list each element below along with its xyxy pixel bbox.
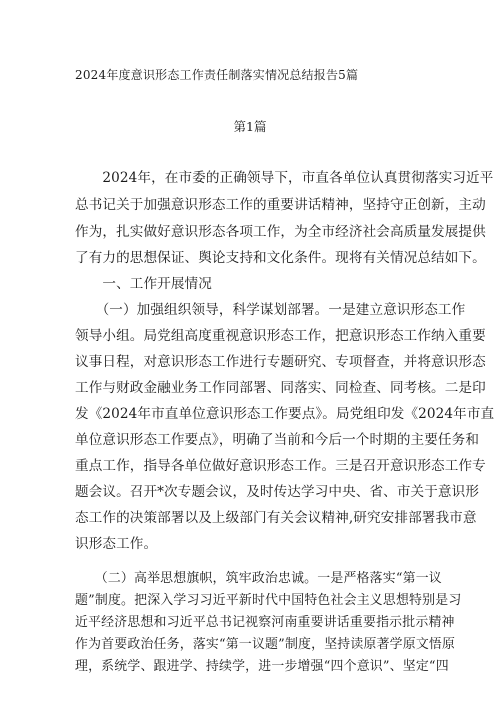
paragraph-line: 单位意识形态工作要点》，明确了当前和今后一个时期的主要任务和 — [75, 432, 480, 448]
paragraph-line: 重点工作，指导各单位做好意识形态工作。三是召开意识形态工作专 — [75, 458, 486, 474]
paragraph-line: （二）高举思想旗帜，筑牢政治忠诚。一是严格落实“第一议 — [75, 571, 442, 586]
paragraph-line: 发《2024年市直单位意识形态工作要点》。局党组印发《2024年市直 — [75, 406, 495, 422]
paragraph-line: 题会议。召开*次专题会议，及时传达学习中央、省、市关于意识形 — [75, 484, 480, 500]
section-heading: 一、工作开展情况 — [75, 276, 212, 292]
paragraph-line: 作为首要政治任务，落实“第一议题”制度，坚持读原著学原文悟原 — [75, 637, 456, 652]
paragraph-line: 识形态工作。 — [75, 536, 158, 552]
paragraph-line: 态工作的决策部署以及上级部门有关会议精神,研究安排部署我市意 — [75, 510, 477, 526]
paragraph-line: 作为，扎实做好意识形态各项工作，为全市经济社会高质量发展提供 — [75, 224, 486, 240]
document-title: 2024年度意识形态工作责任制落实情况总结报告5篇 — [75, 68, 359, 82]
chapter-heading: 第1篇 — [233, 119, 267, 134]
paragraph-line: 总书记关于加强意识形态工作的重要讲话精神，坚持守正创新，主动 — [75, 197, 486, 213]
paragraph-line: 近平经济思想和习近平总书记视察河南重要讲话重要指示批示精神 — [75, 615, 455, 630]
paragraph-line: 题”制度。把深入学习习近平新时代中国特色社会主义思想特别是习 — [75, 593, 462, 608]
paragraph-line: 议事日程，对意识形态工作进行专题研究、专项督查，并将意识形态 — [75, 354, 486, 370]
paragraph-line: 理，系统学、跟进学、持续学，进一步增强“四个意识”、坚定“四 — [75, 659, 449, 674]
paragraph-line: 工作与财政金融业务工作同部署、同落实、同检查、同考核。二是印 — [75, 380, 486, 396]
paragraph-line: 了有力的思想保证、舆论支持和文化条件。现将有关情况总结如下。 — [75, 250, 486, 266]
paragraph-line: 2024年，在市委的正确领导下，市直各单位认真贯彻落实习近平 — [75, 170, 494, 186]
paragraph-line: 领导小组。局党组高度重视意识形态工作，把意识形态工作纳入重要 — [75, 328, 486, 344]
paragraph-line: （一）加强组织领导，科学谋划部署。一是建立意识形态工作 — [75, 302, 466, 318]
